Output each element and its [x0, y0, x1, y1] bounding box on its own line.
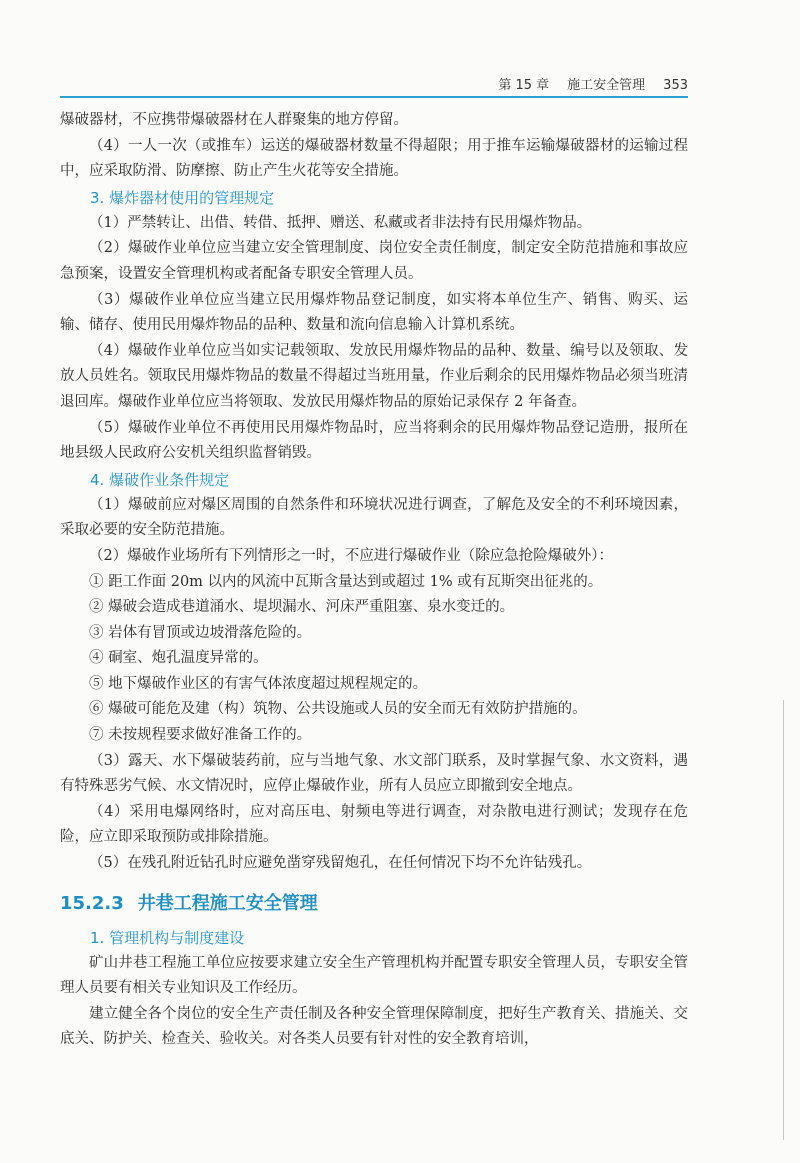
paragraph: ⑤ 地下爆破作业区的有害气体浓度超过规程规定的。 — [89, 675, 428, 692]
paragraph: （3）爆破作业单位应当建立民用爆炸物品登记制度，如实将本单位生产、销售、购买、运输、储存、使用民用爆炸物品的品种、数量和流向信息输入计算机系统。 — [60, 291, 688, 334]
paragraph: （1）严禁转让、出借、转借、抵押、赠送、私藏或者非法持有民用爆炸物品。 — [89, 214, 592, 231]
paragraph: （1）爆破前应对爆区周围的自然条件和环境状况进行调查，了解危及安全的不利环境因素，采取必要的安全防范措施。 — [60, 496, 688, 539]
paragraph: ① 距工作面 20m 以内的风流中瓦斯含量达到或超过 1% 或有瓦斯突出征兆的。 — [89, 573, 603, 590]
page-number: 353 — [663, 78, 688, 93]
paragraph: 矿山井巷工程施工单位应按要求建立安全生产管理机构并配置专职安全管理人员，专职安全管理人员要有相关专业知识及工作经历。 — [60, 954, 688, 997]
chapter-title: 施工安全管理 — [567, 78, 646, 93]
section-number: 15.2.3 — [60, 892, 124, 914]
paragraph: （4）采用电爆网络时，应对高压电、射频电等进行调查，对杂散电进行测试；发现存在危险，应立即采取预防或排除措施。 — [60, 803, 688, 846]
subsection-heading: 1. 管理机构与制度建设 — [90, 928, 245, 947]
chapter-label: 第 15 章 — [498, 78, 550, 93]
paragraph: （3）露天、水下爆破装药前，应与当地气象、水文部门联系，及时掌握气象、水文资料，遇有特殊恶劣气候、水文情况时，应停止爆破作业，所有人员应立即撤到安全地点。 — [60, 752, 688, 795]
running-header — [60, 72, 688, 98]
paragraph: （5）爆破作业单位不再使用民用爆炸物品时，应当将剩余的民用爆炸物品登记造册，报所在地县级人民政府公安机关组织监督销毁。 — [60, 419, 688, 462]
paragraph: （4）爆破作业单位应当如实记载领取、发放民用爆炸物品的品种、数量、编号以及领取、发放人员姓名。领取民用爆炸物品的数量不得超过当班用量，作业后剩余的民用爆炸物品必须当班清退回库。爆破作业单位应当将领取、发放民用爆炸物品的原始记录保存 2 年备查。 — [60, 342, 688, 410]
paragraph: （5）在残孔附近钻孔时应避免凿穿残留炮孔，在任何情况下均不允许钻残孔。 — [89, 855, 592, 872]
header-text — [498, 74, 688, 93]
paragraph: 建立健全各个岗位的安全生产责任制及各种安全管理保障制度，把好生产教育关、措施关、交底关、防护关、检查关、验收关。对各类人员要有针对性的安全教育培训， — [60, 1005, 688, 1048]
paragraph: ③ 岩体有冒顶或边坡滑落危险的。 — [89, 624, 312, 641]
paragraph: （2）爆破作业场所有下列情形之一时，不应进行爆破作业（除应急抢险爆破外）： — [89, 547, 613, 564]
subsection-heading: 4. 爆破作业条件规定 — [90, 470, 230, 489]
page-edge-line — [783, 700, 784, 1140]
page-body — [60, 108, 688, 1053]
paragraph: ⑦ 未按规程要求做好准备工作的。 — [89, 727, 312, 744]
paragraph: （4）一人一次（或推车）运送的爆破器材数量不得超限；用于推车运输爆破器材的运输过程中，应采取防滑、防摩擦、防止产生火花等安全措施。 — [60, 137, 688, 180]
subsection-heading: 3. 爆炸器材使用的管理规定 — [90, 188, 275, 207]
section-title: 井巷工程施工安全管理 — [137, 892, 318, 914]
paragraph: ② 爆破会造成巷道涌水、堤坝漏水、河床严重阻塞、泉水变迁的。 — [89, 599, 515, 616]
paragraph: 爆破器材，不应携带爆破器材在人群聚集的地方停留。 — [60, 112, 408, 128]
section-heading — [60, 889, 688, 919]
paragraph: （2）爆破作业单位应当建立安全管理制度、岗位安全责任制度，制定安全防范措施和事故应急预案，设置安全管理机构或者配备专职安全管理人员。 — [60, 240, 688, 282]
paragraph: ④ 硐室、炮孔温度异常的。 — [89, 650, 268, 667]
paragraph: ⑥ 爆破可能危及建（构）筑物、公共设施或人员的安全而无有效防护措施的。 — [89, 701, 587, 718]
